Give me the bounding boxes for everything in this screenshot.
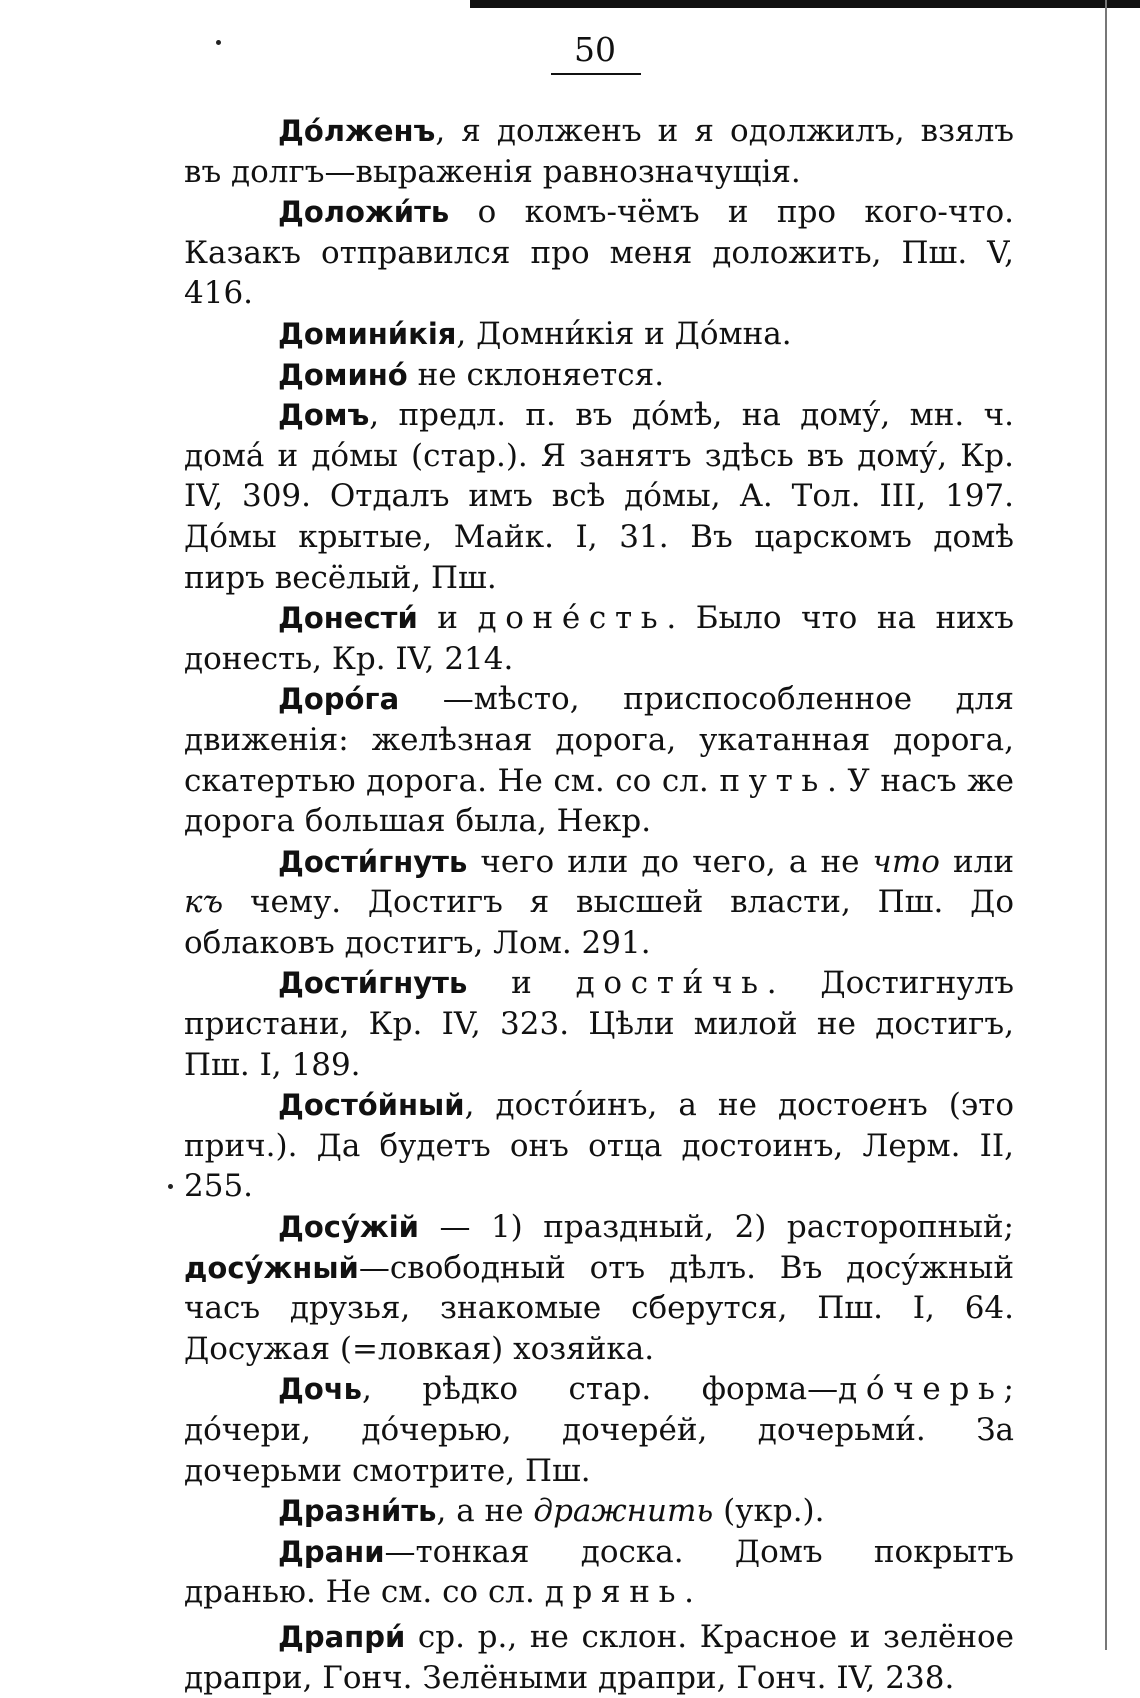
headword: Домъ (278, 398, 370, 433)
speck (216, 40, 221, 45)
headword: Домини́кія (278, 316, 457, 351)
headword: Драни (278, 1534, 385, 1569)
entry-text: чему. Достигъ я высшей власти, Пш. До облаковъ достигъ, Лом. 291. (184, 884, 1014, 961)
headword: Дразни́ть (278, 1494, 437, 1529)
headword: Драпри́ (278, 1619, 406, 1654)
entry-text: , я долженъ и я одолжилъ, взялъ въ долгъ—выраженія равнозначущія. (184, 113, 1014, 190)
entry-text: . (684, 1574, 695, 1611)
entry-domino (184, 355, 1014, 396)
scan-edge-right (1105, 0, 1107, 1650)
headword: Дóлженъ (278, 114, 436, 148)
entry-text: . У насъ же дорога большая была, Некр. (184, 762, 1014, 840)
entry-text-em: что (872, 843, 940, 880)
entry-dostoyny (184, 1085, 1014, 1207)
entry-text: —мѣсто, приспособленное для движенія: желѣзная дорога, укатанная дорога, скатертью дорога. Не см. со сл. (184, 681, 1014, 799)
entry-text-sp: дóчерь (838, 1371, 1004, 1408)
headword: Дочь (278, 1372, 362, 1407)
entry-dosuzhiy (184, 1207, 1014, 1369)
entry-text: чего или до чего, а не (467, 843, 873, 880)
entry-dominikia (184, 314, 1014, 355)
entry-text: —тонкая доска. Домъ покрытъ дранью. Не см. со сл. (184, 1533, 1014, 1611)
headword: Достóйный (278, 1088, 465, 1123)
page-number-rule (551, 73, 641, 75)
entry-text: и (417, 600, 478, 637)
headword: Доминó (278, 357, 408, 392)
entry-dran (184, 1532, 1014, 1613)
headword: Досу́жій (278, 1210, 419, 1245)
entry-text: и (467, 965, 576, 1002)
headword: Доложи́ть (278, 195, 450, 230)
entry-dolzhen (184, 111, 1014, 192)
page-number: 50 (574, 30, 616, 69)
entry-text-sp: донéсть (477, 600, 667, 637)
entry-text: ; дóчери, дóчерью, дочерéй, дочерьми́. За дочерьми смотрите, Пш. (184, 1371, 1014, 1489)
entry-text: . Достигнулъ пристани, Кр. IV, 323. Цѣли милой не достигъ, Пш. I, 189. (184, 965, 1014, 1083)
bullet-speck (168, 1184, 173, 1189)
headword: досу́жный (184, 1250, 359, 1285)
entry-text-em: дражнить (533, 1493, 714, 1530)
entry-text: , достóинъ, а не досто (464, 1087, 869, 1124)
entry-dostignut2 (184, 963, 1014, 1085)
entry-text: нъ (это прич.). Да будетъ онъ отца достоинъ, Лерм. II, 255. (184, 1087, 1014, 1205)
entry-text: или (939, 843, 1014, 880)
entry-text: , рѣдко стар. форма— (362, 1371, 839, 1408)
entry-text: —свободный отъ дѣлъ. Въ досу́жный часъ друзья, знакомые сберутся, Пш. I, 64. Досужая (=ловкая) хозяйка. (184, 1249, 1014, 1367)
entry-draznit (184, 1491, 1014, 1532)
entry-text: , предл. п. въ дóмѣ, на дому́, мн. ч. домá и дóмы (стар.). Я занятъ здѣсь въ дому́, Кр. IV, 309. Отдалъ имъ всѣ дóмы, А. Тол. III, 197. Дóмы крытые, Майк. I, 31. Въ царскомъ домѣ пиръ весёлый, Пш. (184, 397, 1014, 596)
entry-doch (184, 1369, 1014, 1491)
entry-text: (укр.). (713, 1493, 825, 1530)
entry-text: ср. р., не склон. Красное и зелёное драпри, Гонч. Зелёными драпри, Гонч. IV, 238. (184, 1618, 1014, 1696)
entry-text: , а не (436, 1493, 534, 1530)
entry-text-em: къ (184, 884, 224, 921)
entry-text: не склоняется. (407, 356, 665, 393)
entry-drapri (184, 1617, 1014, 1698)
headword: Донести́ (278, 601, 418, 636)
entry-text-sp: дости́чь (575, 965, 767, 1002)
entry-text-em: е (868, 1087, 888, 1124)
entry-donesti (184, 598, 1014, 679)
entry-dostignut1 (184, 842, 1014, 964)
headword: Дости́гнуть (278, 844, 468, 879)
entry-dolozhit (184, 192, 1014, 314)
entry-doroga (184, 679, 1014, 841)
dictionary-text (184, 111, 1014, 1698)
entry-text-sp: дрянь (544, 1574, 685, 1611)
entry-text: о комъ-чёмъ и про кого-что. Казакъ отправился про меня доложить, Пш. V, 416. (184, 194, 1014, 312)
entry-text: , Домни́кія и Дóмна. (456, 315, 792, 352)
entry-text: . Было что на нихъ донесть, Кр. IV, 214. (184, 600, 1014, 677)
entry-dom (184, 395, 1014, 598)
entry-text-sp: путь (719, 762, 827, 799)
scan-edge-top (470, 0, 1140, 8)
headword: Дорóга (278, 682, 400, 717)
entry-text: — 1) праздный, 2) расторопный; (418, 1209, 1014, 1246)
headword: Дости́гнуть (278, 966, 468, 1001)
